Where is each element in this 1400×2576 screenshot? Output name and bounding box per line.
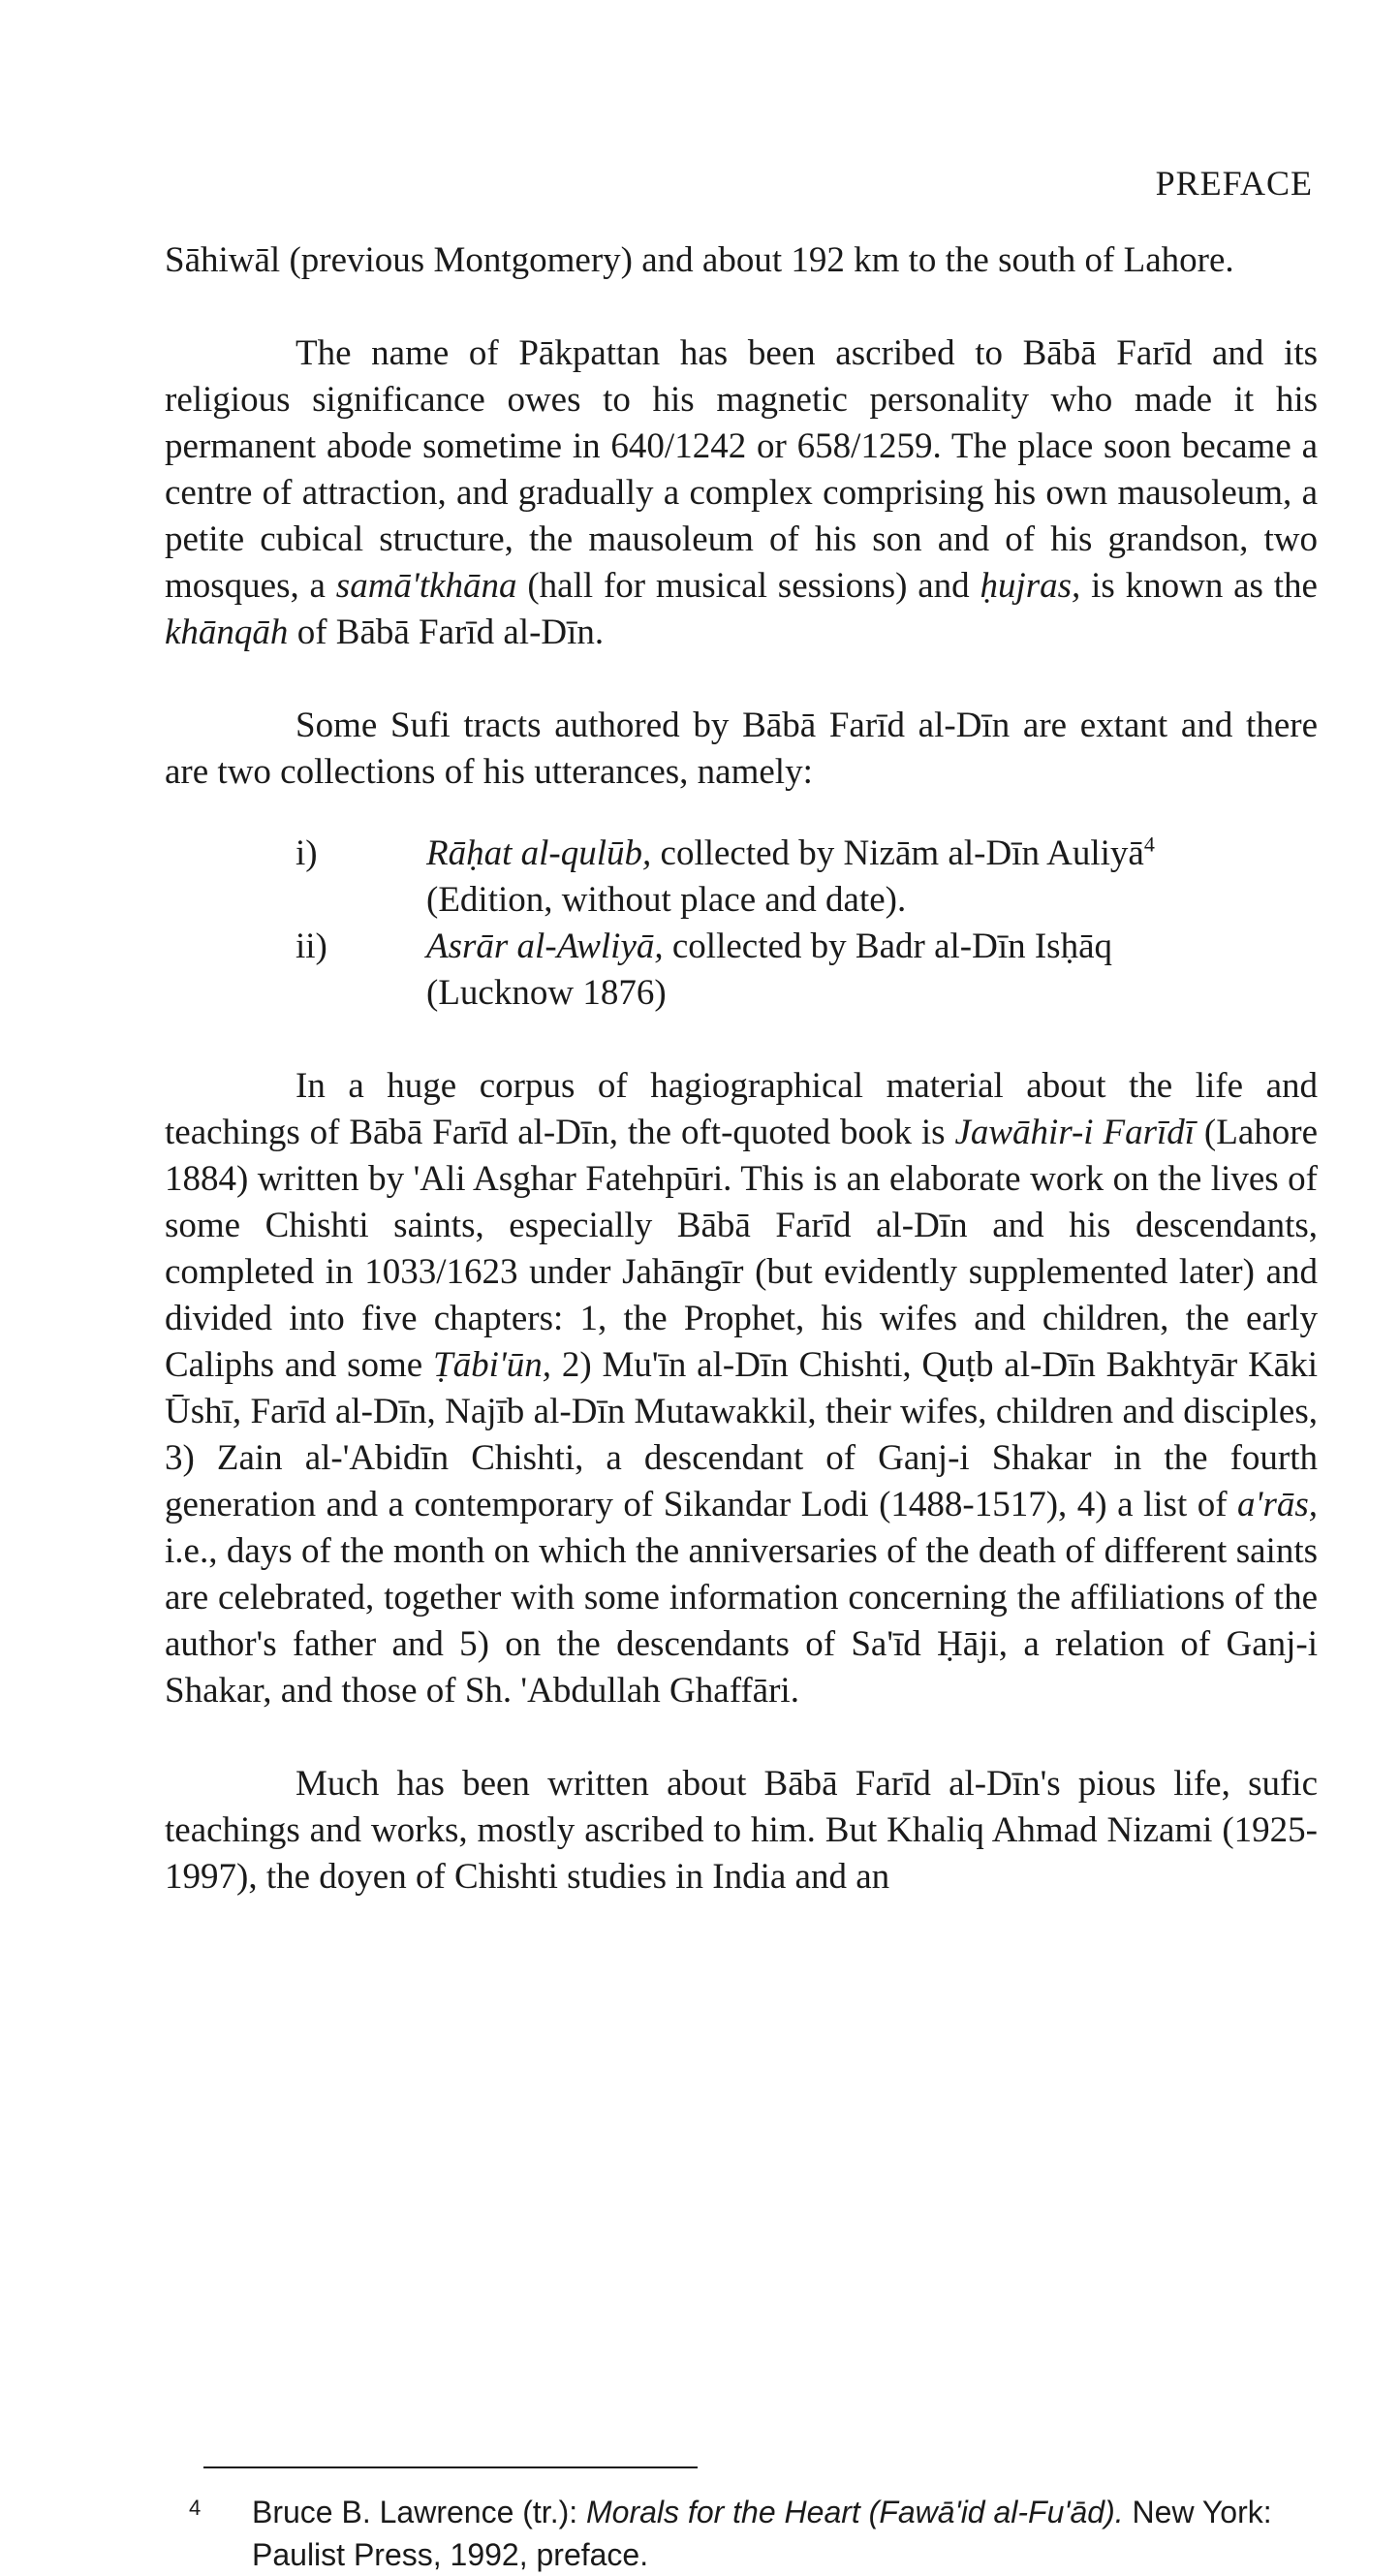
paragraph-1: Sāhiwāl (previous Montgomery) and about 192 km to the south of Lahore. xyxy=(165,240,1234,280)
term-khanqah: khānqāh xyxy=(165,613,289,652)
list-item-number: ii) xyxy=(296,927,327,966)
list-item-title: Asrār al-Awliyā, xyxy=(426,927,664,966)
utterances-list xyxy=(165,831,1318,1017)
footnote-ref: 4 xyxy=(1143,832,1155,857)
paragraph-4: In a huge corpus of hagiographical material about the life and teachings of Bābā Farīd al-Dīn, the oft-quoted book is Jawāhir-i Farīdī (Lahore 1884) written by 'Ali Asghar Fatehpūri. This is an elaborate work on the lives of some Chishti saints, especially Bābā Farīd al-Dīn and his descendants, completed in 1033/1623 under Jahāngīr (but evidently supplemented later) and divided into five chapters: 1, the Prophet, his wifes and children, the early Caliphs and some Ṭābi'ūn, 2) Mu'īn al-Dīn Chishti, Quṭb al-Dīn Bakhtyār Kāki Ūshī, Farīd al-Dīn, Najīb al-Dīn Mutawakkil, their wifes, children and disciples, 3) Zain al-'Abidīn Chishti, a descendant of Ganj-i Shakar in the fourth generation and a contemporary of Sikandar Lodi (1488-1517), 4) a list of a'rās, i.e., days of the month on which the anniversaries of the death of different saints are celebrated, together with some information concerning the affiliations of the author's father and 5) on the descendants of Sa'īd Ḥāji, a relation of Ganj-i Shakar, and those of Sh. 'Abdullah Ghaffāri. xyxy=(165,1066,1319,1711)
term-tabiun: Ṭābi'ūn, xyxy=(433,1345,552,1385)
body-text xyxy=(165,237,1318,1901)
paragraph-5: Much has been written about Bābā Farīd al-Dīn's pious life, sufic teachings and works, mostly ascribed to him. But Khaliq Ahmad Nizami (1925-1997), the doyen of Chishti studies in India and an xyxy=(165,1764,1318,1897)
paragraph-3: Some Sufi tracts authored by Bābā Farīd al-Dīn are extant and there are two collections of his utterances, namely: xyxy=(165,706,1318,792)
footnote-divider xyxy=(203,2466,698,2468)
term-aras: a'rās, xyxy=(1237,1485,1318,1524)
footnote-number: 4 xyxy=(189,2496,202,2520)
paragraph-2: The name of Pākpattan has been ascribed to Bābā Farīd and its religious significance owes to his magnetic personality who made it his permanent abode sometime in 640/1242 or 658/1259. The place soon became a centre of attraction, and gradually a complex comprising his own mausoleum, a petite cubical structure, the mausoleum of his son and of his grandson, two mosques, a samā'tkhāna (hall for musical sessions) and ḥujras, is known as the khānqāh of Bābā Farīd al-Dīn. xyxy=(165,333,1318,652)
list-item: i) Rāḥat al-qulūb, collected by Nizām al-Dīn Auliyā$^4$ (Edition, without place and date). xyxy=(165,831,1318,924)
term-hujras: ḥujras, xyxy=(980,566,1081,606)
footnote: 4 Bruce B. Lawrence (tr.): Morals for the Heart (Fawā'id al-Fu'ād). New York: Paulist Press, 1992, preface. xyxy=(189,2491,1322,2576)
footnote-title: Morals for the Heart (Fawā'id al-Fu'ād). xyxy=(586,2495,1124,2529)
running-head: PREFACE xyxy=(1155,164,1313,203)
term-samatkhana: samā'tkhāna xyxy=(335,566,517,606)
list-item: ii) Asrār al-Awliyā, collected by Badr al-Dīn Isḥāq (Lucknow 1876) xyxy=(165,924,1318,1017)
book-title: Jawāhir-i Farīdī xyxy=(954,1113,1196,1152)
list-item-title: Rāḥat al-qulūb, xyxy=(426,833,652,873)
list-item-number: i) xyxy=(296,833,318,873)
